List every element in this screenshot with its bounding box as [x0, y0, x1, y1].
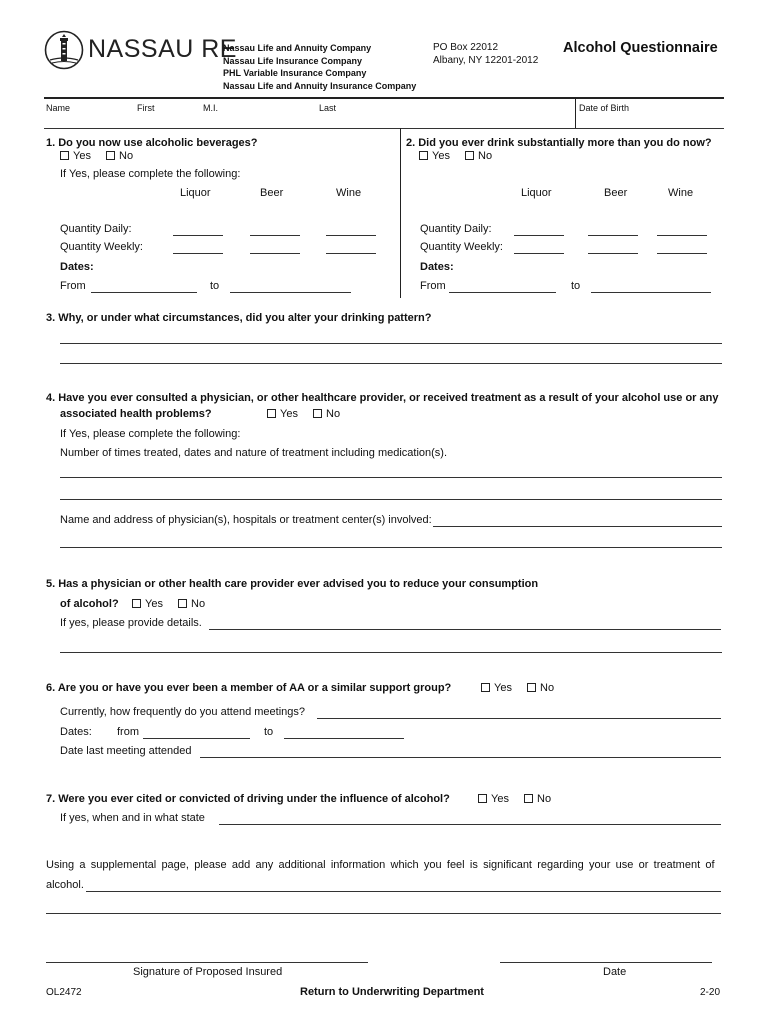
checkbox-icon[interactable]	[132, 599, 141, 608]
q4-yes-option[interactable]: Yes	[267, 408, 298, 420]
q4-physician-field[interactable]	[433, 526, 722, 527]
q6-from-field[interactable]	[143, 738, 250, 739]
q6-from-label: from	[117, 726, 139, 738]
return-instructions: Return to Underwriting Department	[300, 986, 484, 998]
q1-to-label: to	[210, 280, 220, 292]
q4-options	[267, 408, 352, 420]
supplemental-line[interactable]	[46, 913, 721, 914]
checkbox-icon[interactable]	[527, 683, 536, 692]
checkbox-icon[interactable]	[419, 151, 428, 160]
q2-no-option[interactable]: No	[465, 150, 492, 162]
q4-treatment-line[interactable]	[60, 477, 722, 478]
q2-to-label: to	[571, 280, 581, 292]
checkbox-icon[interactable]	[478, 794, 487, 803]
checkbox-icon[interactable]	[524, 794, 533, 803]
q1-liquor-header: Liquor	[180, 187, 211, 199]
company-name: Nassau Life and Annuity Insurance Company	[223, 80, 417, 91]
q1-quantity-weekly-label: Quantity Weekly:	[60, 241, 143, 253]
q6-yes-option[interactable]: Yes	[481, 682, 512, 694]
q2-daily-wine-field[interactable]	[657, 235, 707, 236]
date-of-birth-label: Date of Birth	[579, 103, 630, 113]
q6-frequency-label: Currently, how frequently do you attend meetings?	[60, 706, 305, 718]
q1-daily-liquor-field[interactable]	[173, 235, 223, 236]
q2-liquor-header: Liquor	[521, 187, 552, 199]
address-line: PO Box 22012	[433, 42, 499, 53]
form-title: Alcohol Questionnaire	[563, 40, 718, 56]
q1-quantity-daily-label: Quantity Daily:	[60, 223, 132, 235]
q5-question-line2: of alcohol?	[60, 598, 119, 610]
date-field[interactable]	[500, 962, 712, 963]
company-name: PHL Variable Insurance Company	[223, 68, 367, 78]
q6-to-field[interactable]	[284, 738, 404, 739]
q3-answer-line[interactable]	[60, 363, 722, 364]
q5-yes-option[interactable]: Yes	[132, 598, 163, 610]
q4-if-yes: If Yes, please complete the following:	[60, 428, 241, 440]
q5-details-label: If yes, please provide details.	[60, 617, 202, 629]
q4-physician-label: Name and address of physician(s), hospitals or treatment center(s) involved:	[60, 514, 432, 526]
q2-daily-beer-field[interactable]	[588, 235, 638, 236]
checkbox-icon[interactable]	[313, 409, 322, 418]
q2-daily-liquor-field[interactable]	[514, 235, 564, 236]
q2-weekly-wine-field[interactable]	[657, 253, 707, 254]
q2-to-field[interactable]	[591, 292, 711, 293]
last-name-label: Last	[319, 103, 337, 113]
nassau-logo	[44, 30, 84, 70]
q2-yes-option[interactable]: Yes	[419, 150, 450, 162]
middle-initial-label: M.I.	[203, 103, 218, 113]
q1-wine-header: Wine	[336, 187, 362, 199]
q6-question: 6. Are you or have you ever been a member of AA or a similar support group?	[46, 682, 452, 694]
checkbox-icon[interactable]	[178, 599, 187, 608]
q1-daily-beer-field[interactable]	[250, 235, 300, 236]
supplemental-instructions-cont: alcohol.	[46, 879, 84, 891]
form-code: OL2472	[46, 987, 82, 998]
q6-last-meeting-field[interactable]	[200, 757, 721, 758]
q2-question: 2. Did you ever drink substantially more than you do now?	[406, 137, 712, 149]
q2-quantity-daily-label: Quantity Daily:	[420, 223, 492, 235]
checkbox-icon[interactable]	[106, 151, 115, 160]
q3-answer-line[interactable]	[60, 343, 722, 344]
q7-when-field[interactable]	[219, 824, 721, 825]
signature-label: Signature of Proposed Insured	[133, 966, 283, 978]
revision-date: 2-20	[700, 987, 721, 998]
q5-no-option[interactable]: No	[178, 598, 205, 610]
q1-yes-option[interactable]: Yes	[60, 150, 91, 162]
q6-options	[481, 682, 566, 694]
checkbox-icon[interactable]	[267, 409, 276, 418]
checkbox-icon[interactable]	[465, 151, 474, 160]
q1-dates-label: Dates:	[60, 261, 94, 273]
name-field[interactable]	[44, 128, 724, 129]
q4-question-line2: associated health problems?	[60, 408, 212, 420]
q5-details-field[interactable]	[209, 629, 721, 630]
mailing-address	[433, 42, 538, 67]
signature-field[interactable]	[46, 962, 368, 963]
q4-treatment-line[interactable]	[60, 499, 722, 500]
q5-question-line1: 5. Has a physician or other health care provider ever advised you to reduce your consumption	[46, 578, 539, 590]
q2-options	[419, 150, 504, 162]
q6-dates-label: Dates:	[60, 726, 92, 738]
q2-dates-label: Dates:	[420, 261, 454, 273]
q6-no-option[interactable]: No	[527, 682, 554, 694]
date-label: Date	[603, 966, 627, 978]
q1-no-option[interactable]: No	[106, 150, 133, 162]
company-list	[223, 42, 416, 92]
q1-if-yes: If Yes, please complete the following:	[60, 168, 241, 180]
q7-when-label: If yes, when and in what state	[60, 812, 205, 824]
company-name: Nassau Life and Annuity Company	[223, 43, 372, 53]
q1-weekly-wine-field[interactable]	[326, 253, 376, 254]
address-line: Albany, NY 12201-2012	[433, 54, 539, 66]
q3-question: 3. Why, or under what circumstances, did you alter your drinking pattern?	[46, 312, 432, 324]
q7-options	[478, 793, 563, 805]
q1-beer-header: Beer	[260, 187, 284, 199]
q7-yes-option[interactable]: Yes	[478, 793, 509, 805]
q2-weekly-beer-field[interactable]	[588, 253, 638, 254]
q4-times-treated: Number of times treated, dates and nature of treatment including medication(s).	[60, 447, 448, 459]
q1-weekly-beer-field[interactable]	[250, 253, 300, 254]
q1-weekly-liquor-field[interactable]	[173, 253, 223, 254]
brand-name: NASSAU RE	[88, 35, 237, 63]
q6-last-meeting-label: Date last meeting attended	[60, 745, 192, 757]
supplemental-instructions: Using a supplemental page, please add any additional information which you feel is significant regarding your use or treatment of	[46, 859, 715, 871]
q1-to-field[interactable]	[230, 292, 351, 293]
q1-from-field[interactable]	[91, 292, 197, 293]
company-name: Nassau Life Insurance Company	[223, 55, 363, 66]
supplemental-field[interactable]	[86, 891, 721, 892]
q7-no-option[interactable]: No	[524, 793, 551, 805]
q2-from-field[interactable]	[449, 292, 556, 293]
q1-question: 1. Do you now use alcoholic beverages?	[46, 137, 258, 149]
checkbox-icon[interactable]	[60, 151, 69, 160]
q5-details-line[interactable]	[60, 652, 722, 653]
q2-quantity-weekly-label: Quantity Weekly:	[420, 241, 503, 253]
q5-options	[132, 598, 217, 610]
q2-beer-header: Beer	[604, 187, 628, 199]
q2-weekly-liquor-field[interactable]	[514, 253, 564, 254]
q6-to-label: to	[264, 726, 274, 738]
q6-frequency-field[interactable]	[317, 718, 721, 719]
lighthouse-icon	[44, 30, 84, 70]
q4-no-option[interactable]: No	[313, 408, 340, 420]
q4-question-line1: 4. Have you ever consulted a physician, or other healthcare provider, or received treatment as a result of your alcohol use or any	[46, 392, 719, 404]
q1-from-label: From	[60, 280, 86, 292]
q1-options	[60, 150, 145, 162]
name-label: Name	[46, 103, 71, 113]
first-name-label: First	[137, 103, 155, 113]
q7-question: 7. Were you ever cited or convicted of driving under the influence of alcohol?	[46, 793, 450, 805]
checkbox-icon[interactable]	[481, 683, 490, 692]
q4-physician-line[interactable]	[60, 547, 722, 548]
q2-wine-header: Wine	[668, 187, 694, 199]
q1-daily-wine-field[interactable]	[326, 235, 376, 236]
q2-from-label: From	[420, 280, 446, 292]
